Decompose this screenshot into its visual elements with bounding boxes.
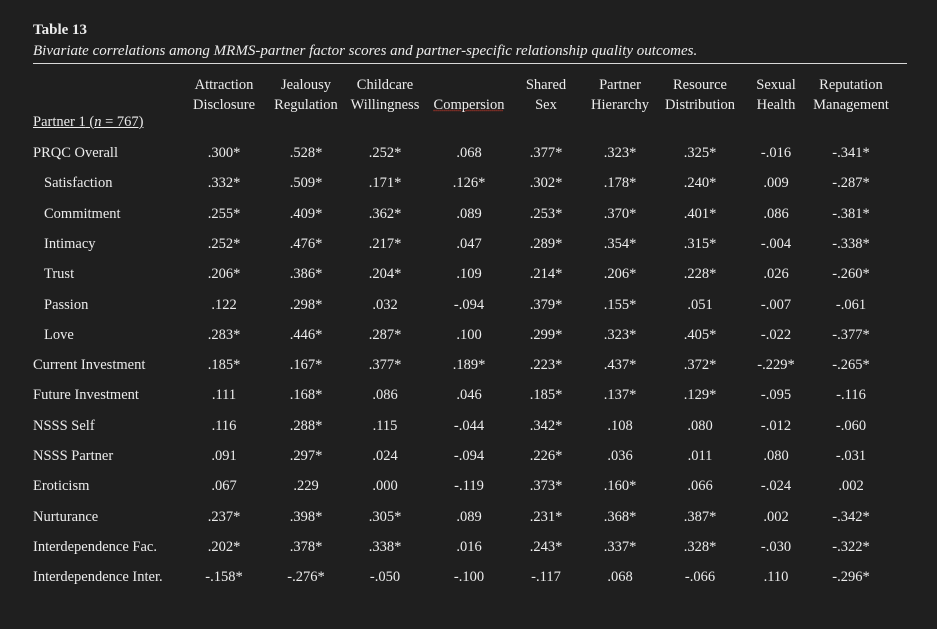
table-cell: .016 — [456, 538, 482, 555]
table-cell: .068 — [456, 145, 482, 161]
column-header-line1: Jealousy — [281, 77, 331, 93]
column-header-line2: Distribution — [664, 97, 736, 113]
table-cell: .288* — [289, 417, 323, 434]
column-header — [813, 75, 889, 115]
table-cell: .204* — [368, 266, 402, 283]
table-cell: .372* — [683, 357, 717, 374]
column-header — [434, 75, 505, 115]
table-cell: .229 — [293, 478, 319, 495]
table-cell: .401* — [683, 205, 717, 222]
row-label: Commitment — [44, 205, 121, 222]
table-cell: .370* — [603, 205, 637, 222]
table-cell: .067 — [211, 478, 237, 495]
table-cell: .362* — [368, 205, 402, 222]
column-header-line2: Management — [813, 97, 889, 113]
table-cell: .032 — [372, 296, 398, 313]
table-cell: .243* — [529, 538, 563, 555]
table-cell: .202* — [207, 538, 241, 555]
table-cell: .214* — [529, 266, 563, 283]
table-cell: -.265* — [832, 357, 870, 374]
row-label: Intimacy — [44, 235, 96, 252]
table-cell: .386* — [289, 266, 323, 283]
table-cell: .206* — [207, 266, 241, 283]
table-cell: .109 — [456, 266, 482, 283]
group-n-label: n — [94, 114, 102, 130]
table-cell: -.260* — [832, 266, 870, 283]
table-cell: .377* — [529, 145, 563, 161]
table-cell: -.276* — [287, 569, 325, 586]
table-cell: -.377* — [832, 326, 870, 343]
group-n-value: = 767) — [101, 114, 144, 130]
table-cell: .283* — [207, 326, 241, 343]
table-cell: -.119 — [454, 478, 484, 495]
table-cell: -.004 — [760, 235, 792, 252]
table-cell: .178* — [603, 175, 637, 192]
column-header-line2: Regulation — [274, 97, 338, 113]
table-cell: .024 — [372, 448, 398, 464]
table-cell: .002 — [763, 508, 789, 525]
header-rule — [33, 63, 907, 64]
table-cell: -.116 — [836, 387, 866, 404]
table-cell: .287* — [368, 326, 402, 343]
row-label: Nurturance — [33, 508, 99, 525]
table-cell: .026 — [763, 266, 789, 283]
column-header — [756, 75, 795, 115]
table-cell: .051 — [687, 296, 713, 313]
table-cell: -.100 — [453, 569, 485, 586]
table-cell: .240* — [683, 175, 717, 192]
table-cell: .437* — [603, 357, 637, 374]
table-cell: -.012 — [760, 417, 792, 434]
table-cell: .398* — [289, 508, 323, 525]
table-cell: .089 — [456, 205, 482, 222]
column-header-line2: Willingness — [350, 97, 420, 113]
table-cell: .379* — [529, 296, 563, 313]
table-cell: .111 — [211, 387, 237, 404]
table-cell: .129* — [683, 387, 717, 404]
table-cell: .342* — [529, 417, 563, 434]
table-cell: .337* — [603, 538, 637, 555]
table-cell: .377* — [368, 357, 402, 374]
column-header-line1: Shared — [525, 77, 567, 93]
table-cell: -.338* — [832, 235, 870, 252]
table-cell: .332* — [207, 175, 241, 192]
row-label: Interdependence Inter. — [33, 569, 163, 586]
group-label: Partner 1 (n = 767) — [33, 114, 144, 130]
table-cell: .168* — [289, 387, 323, 404]
column-header — [193, 75, 255, 115]
table-cell: .217* — [368, 235, 402, 252]
table-cell: -.095 — [760, 387, 792, 404]
table-cell: .305* — [368, 508, 402, 525]
group-label-text: Partner 1 — [33, 114, 86, 130]
table-cell: .047 — [456, 235, 482, 252]
column-header — [665, 75, 735, 115]
table-cell: .091 — [211, 448, 237, 464]
table-cell: .171* — [368, 175, 402, 192]
column-header-line2: Hierarchy — [591, 97, 649, 113]
table-cell: .323* — [603, 326, 637, 343]
table-cell: .253* — [529, 205, 563, 222]
table-cell: -.094 — [453, 296, 485, 313]
table-cell: .528* — [289, 145, 323, 161]
table-cell: .122 — [211, 296, 237, 313]
table-cell: -.341* — [832, 145, 870, 161]
row-label: Trust — [44, 266, 75, 283]
table-cell: .299* — [529, 326, 563, 343]
table-cell: .068 — [607, 569, 633, 586]
row-label: Interdependence Fac. — [33, 538, 157, 555]
row-label: Future Investment — [33, 387, 139, 404]
table-cell: .116 — [211, 417, 237, 434]
table-cell: .405* — [683, 326, 717, 343]
table-cell: -.060 — [835, 417, 867, 434]
table-cell: .066 — [687, 478, 713, 495]
table-cell: .046 — [456, 387, 482, 404]
table-cell: .160* — [603, 478, 637, 495]
table-cell: -.030 — [760, 538, 792, 555]
table-cell: .302* — [529, 175, 563, 192]
table-cell: .300* — [207, 145, 241, 161]
table-cell: .255* — [207, 205, 241, 222]
table-cell: .509* — [289, 175, 323, 192]
table-cell: .108 — [607, 417, 633, 434]
table-cell: .206* — [603, 266, 637, 283]
table-cell: -.287* — [832, 175, 870, 192]
table-cell: .000 — [372, 478, 398, 495]
table-cell: .126* — [452, 175, 486, 192]
column-header — [351, 75, 420, 115]
table-cell: .228* — [683, 266, 717, 283]
table-cell: .354* — [603, 235, 637, 252]
table-cell: .185* — [207, 357, 241, 374]
table-cell: .089 — [456, 508, 482, 525]
table-cell: .167* — [289, 357, 323, 374]
row-label: PRQC Overall — [33, 145, 118, 161]
table-cell: -.229* — [757, 357, 795, 374]
column-header — [526, 75, 566, 115]
table-cell: .009 — [763, 175, 789, 192]
table-cell: .086 — [372, 387, 398, 404]
table-cell: .323* — [603, 145, 637, 161]
table-cell: .368* — [603, 508, 637, 525]
table-cell: .137* — [603, 387, 637, 404]
table-cell: -.094 — [453, 448, 485, 464]
table-cell: .409* — [289, 205, 323, 222]
table-cell: .328* — [683, 538, 717, 555]
column-header-line2: Health — [756, 97, 796, 113]
table-cell: .100 — [456, 326, 482, 343]
column-header-line1: Attraction — [194, 77, 254, 93]
column-header-line1: Resource — [673, 77, 727, 93]
column-header-line2: Disclosure — [192, 97, 256, 113]
table-cell: .080 — [763, 448, 789, 464]
table-cell: -.381* — [832, 205, 870, 222]
table-cell: .036 — [607, 448, 633, 464]
column-header — [591, 75, 649, 115]
column-header-line2: Compersion — [433, 97, 505, 113]
table-cell: -.117 — [531, 569, 561, 586]
table-cell: .252* — [207, 235, 241, 252]
table-cell: .189* — [452, 357, 486, 374]
table-cell: -.044 — [453, 417, 485, 434]
table-cell: -.322* — [832, 538, 870, 555]
column-header-line1: Childcare — [356, 77, 414, 93]
column-header-line1 — [434, 75, 505, 95]
row-label: Current Investment — [33, 357, 146, 374]
table-cell: .080 — [687, 417, 713, 434]
table-cell: .373* — [529, 478, 563, 495]
row-label: NSSS Partner — [33, 448, 114, 464]
table-cell: .297* — [289, 448, 323, 464]
table-cell: -.031 — [835, 448, 867, 464]
table-cell: .011 — [687, 448, 713, 464]
table-cell: .446* — [289, 326, 323, 343]
column-header-line1: Sexual — [756, 77, 796, 93]
table-cell: .378* — [289, 538, 323, 555]
table-cell: .289* — [529, 235, 563, 252]
row-label: NSSS Self — [33, 417, 95, 434]
row-label: Love — [44, 326, 74, 343]
table-cell: .223* — [529, 357, 563, 374]
table-cell: -.050 — [369, 569, 401, 586]
table-cell: .115 — [372, 417, 398, 434]
table-cell: -.007 — [760, 296, 792, 313]
table-cell: .325* — [683, 145, 717, 161]
table-cell: .231* — [529, 508, 563, 525]
table-cell: -.158* — [205, 569, 243, 586]
table-cell: -.022 — [760, 326, 792, 343]
table-cell: .002 — [838, 478, 864, 495]
row-label: Eroticism — [33, 478, 90, 495]
table-cell: -.061 — [835, 296, 867, 313]
table-cell: .252* — [368, 145, 402, 161]
column-header-line1: Reputation — [819, 77, 883, 93]
table-cell: .338* — [368, 538, 402, 555]
table-cell: -.016 — [760, 145, 792, 161]
table-cell: .298* — [289, 296, 323, 313]
table-cell: -.024 — [760, 478, 792, 495]
table-title: Table 13 — [33, 22, 88, 38]
table-cell: .476* — [289, 235, 323, 252]
table-cell: -.296* — [832, 569, 870, 586]
row-label: Passion — [44, 296, 89, 313]
table-subtitle: Bivariate correlations among MRMS-partner factor scores and partner-specific relationship quality outcomes. — [33, 43, 698, 59]
table-cell: .155* — [603, 296, 637, 313]
table-cell: .315* — [683, 235, 717, 252]
column-header-line1: Partner — [599, 77, 641, 93]
table-cell: .185* — [529, 387, 563, 404]
table-cell: .086 — [763, 205, 789, 222]
table-cell: .226* — [529, 448, 563, 464]
table-cell: -.342* — [832, 508, 870, 525]
row-label: Satisfaction — [44, 175, 113, 192]
table-cell: .387* — [683, 508, 717, 525]
column-header — [274, 75, 338, 115]
table-cell: .110 — [763, 569, 789, 586]
table-cell: .237* — [207, 508, 241, 525]
column-header-line2: Sex — [535, 97, 557, 113]
table-cell: -.066 — [684, 569, 716, 586]
